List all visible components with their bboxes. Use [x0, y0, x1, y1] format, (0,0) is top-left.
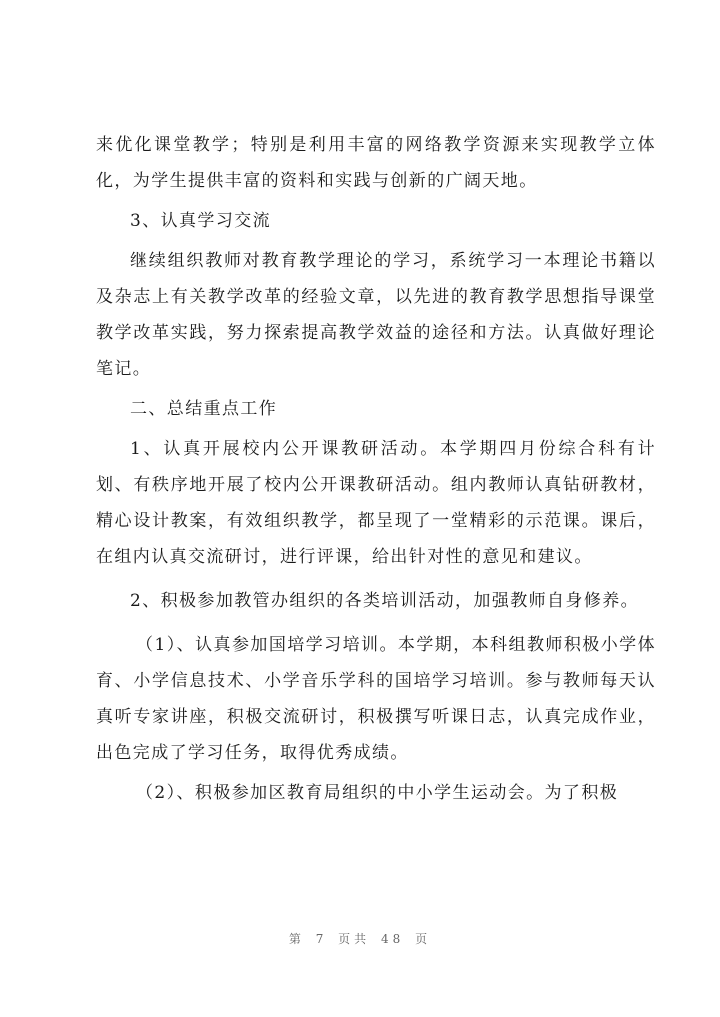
footer-total-pages: 48: [381, 932, 405, 946]
footer-middle: 页共: [338, 932, 371, 946]
paragraph-open-class: 1、认真开展校内公开课教研活动。本学期四月份综合科有计划、有秩序地开展了校内公开课教研活动。组内教师认真钻研教材，精心设计教案，有效组织教学，都呈现了一堂精彩的示范课。课后，在组内认真交流研讨，进行评课，给出针对性的意见和建议。: [96, 439, 656, 567]
page-footer: [0, 930, 720, 947]
footer-page-number: 7: [315, 932, 328, 946]
footer-suffix: 页: [415, 932, 432, 946]
paragraph-national-training: （1）、认真参加国培学习培训。本学期，本科组教师积极小学体育、小学信息技术、小学音乐学科的国培学习培训。参与教师每天认真听专家讲座，积极交流研讨，积极撰写听课日志，认真完成作业，出色完成了学习任务，取得优秀成绩。: [96, 635, 656, 763]
body-text: [96, 127, 656, 811]
footer-prefix: 第: [288, 932, 305, 946]
paragraph-sports-meet: （2）、积极参加区教育局组织的中小学生运动会。为了积极: [136, 783, 619, 803]
section-heading-key-work: 二、总结重点工作: [130, 399, 278, 419]
section-heading-study-exchange: 3、认真学习交流: [130, 211, 272, 231]
paragraph-theory-study: 继续组织教师对教育教学理论的学习，系统学习一本理论书籍以及杂志上有关教学改革的经验文章，以先进的教育教学思想指导课堂教学改革实践，努力探索提高教学效益的途径和方法。认真做好理论笔记。: [96, 251, 656, 379]
paragraph-continuation: 来优化课堂教学；特别是利用丰富的网络教学资源来实现教学立体化，为学生提供丰富的资料和实践与创新的广阔天地。: [96, 135, 656, 191]
paragraph-training: 2、积极参加教管办组织的各类培训活动，加强教师自身修养。: [130, 591, 640, 611]
